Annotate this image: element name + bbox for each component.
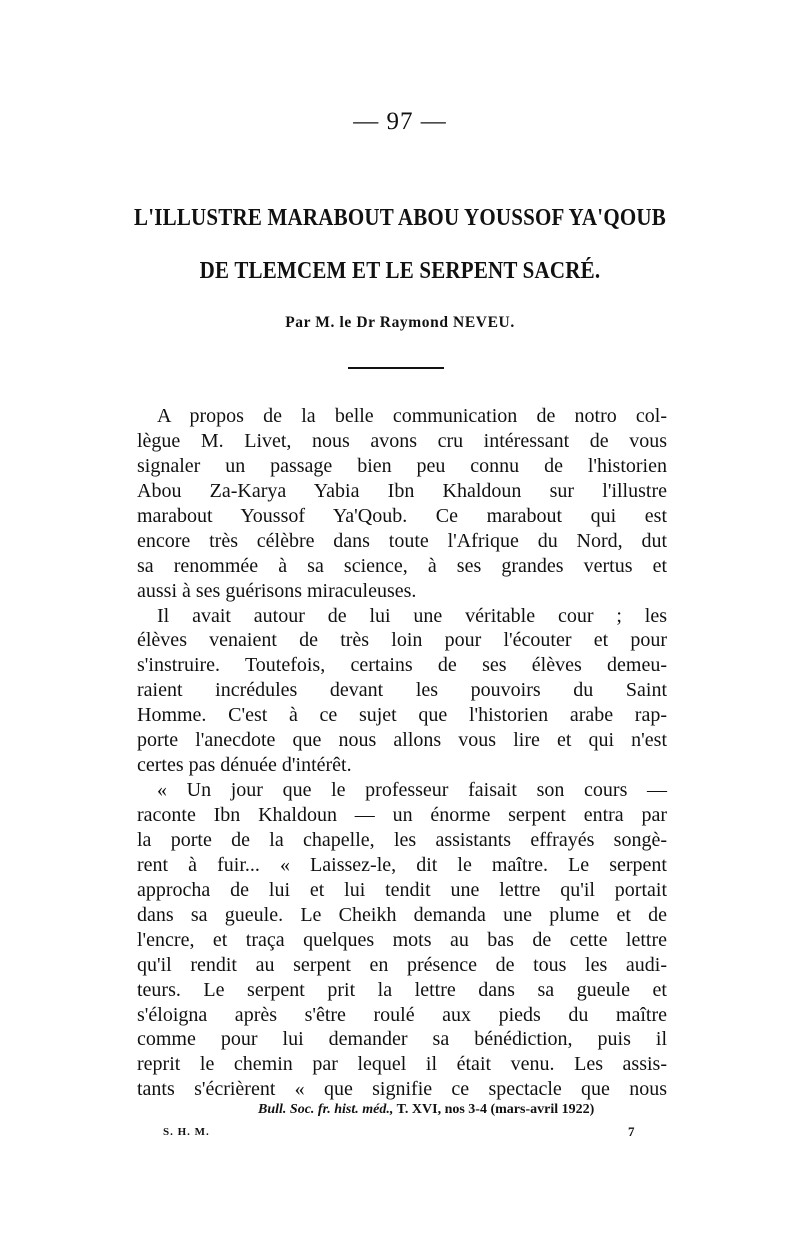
body-line: certes pas dénuée d'intérêt.	[137, 754, 352, 777]
body-line: tants s'écrièrent « que signifie ce spectacle que nous	[137, 1078, 667, 1101]
body-line: s'instruire. Toutefois, certains de ses élèves demeu-	[137, 654, 667, 677]
body-line: Homme. C'est à ce sujet que l'historien arabe rap-	[137, 704, 667, 727]
body-line: A propos de la belle communication de notro col-	[157, 405, 667, 427]
body-line: teurs. Le serpent prit la lettre dans sa gueule et	[137, 978, 667, 1001]
body-line: encore très célèbre dans toute l'Afrique du Nord, dut	[137, 529, 667, 552]
signature-mark: S. H. M.	[163, 1126, 210, 1138]
body-line: s'éloigna après s'être roulé aux pieds du maître	[137, 1003, 667, 1026]
body-line: élèves venaient de très loin pour l'écouter et pour	[137, 629, 667, 652]
body-line: signaler un passage bien peu connu de l'historien	[137, 454, 667, 477]
body-line: qu'il rendit au serpent en présence de tous les audi-	[137, 953, 667, 976]
body-line: « Un jour que le professeur faisait son cours —	[157, 779, 667, 802]
body-line: marabout Youssof Ya'Qoub. Ce marabout qui est	[137, 504, 667, 527]
body-line: comme pour lui demander sa bénédiction, puis il	[137, 1028, 667, 1051]
body-line: sa renommée à sa science, à ses grandes vertus et	[137, 554, 667, 577]
body-line: lègue M. Livet, nous avons cru intéressant de vous	[137, 429, 667, 452]
body-line: raient incrédules devant les pouvoirs du Saint	[137, 679, 667, 702]
body-line: raconte Ibn Khaldoun — un énorme serpent entra par	[137, 804, 667, 826]
body-line: l'encre, et traça quelques mots au bas de cette lettre	[137, 928, 667, 951]
signature-number: 7	[628, 1124, 635, 1139]
body-line: aussi à ses guérisons miraculeuses.	[137, 579, 417, 602]
section-divider	[348, 367, 444, 369]
article-title-line-2: DE TLEMCEM ET LE SERPENT SACRÉ.	[199, 255, 601, 285]
article-title-line-1: L'ILLUSTRE MARABOUT ABOU YOUSSOF YA'QOUB	[134, 202, 666, 232]
body-line: dans sa gueule. Le Cheikh demanda une plume et de	[137, 903, 667, 926]
body-line: rent à fuir... « Laissez-le, dit le maître. Le serpent	[137, 853, 667, 876]
body-line: approcha de lui et lui tendit une lettre qu'il portait	[137, 878, 667, 901]
page-number: — 97 —	[353, 108, 447, 135]
citation-journal: Bull. Soc. fr. hist. méd.,	[258, 1102, 394, 1117]
citation-details: T. XVI, nos 3-4 (mars-avril 1922)	[396, 1102, 595, 1117]
body-line: porte l'anecdote que nous allons vous lire et qui n'est	[137, 729, 667, 752]
body-line: Il avait autour de lui une véritable cour ; les	[157, 604, 667, 627]
author-byline: Par M. le Dr Raymond NEVEU.	[285, 314, 515, 331]
article-body	[137, 404, 667, 1102]
body-line: la porte de la chapelle, les assistants effrayés songè-	[137, 828, 667, 851]
body-line: reprit le chemin par lequel il était venu. Les assis-	[137, 1053, 667, 1076]
body-line: Abou Za-Karya Yabia Ibn Khaldoun sur l'illustre	[137, 479, 667, 502]
journal-citation	[258, 1102, 664, 1118]
